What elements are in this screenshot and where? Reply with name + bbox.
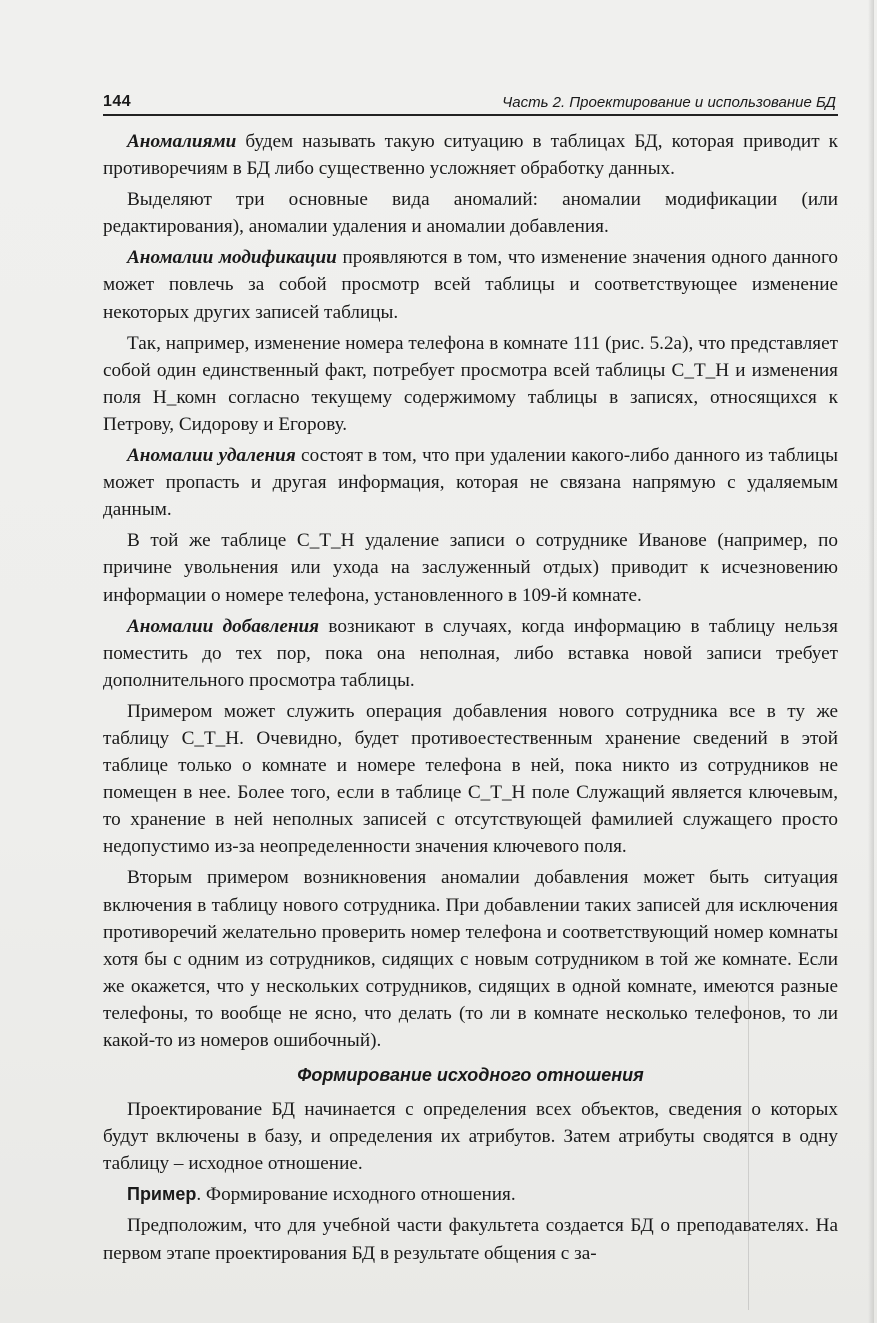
paragraph-insertion-example-1 (103, 698, 838, 861)
scan-artifact-line (748, 990, 749, 1310)
paragraph-insertion-example-2 (103, 864, 838, 1054)
paragraph-anomaly-types (103, 186, 838, 240)
paragraph-text: Примером может служить операция добавления нового сотрудника все в ту же таблицу С_Т_Н. Очевидно, будет противоестественным хранение сведений в этой таблице только о комнате и номере телефона в ней, пока никто из сотрудников не помещен в нее. Более того, если в таблице С_Т_Н поле Служащий является ключевым, то хранение в ней неполных записей с отсутствующей фамилией служащего просто недопустимо из-за неопределенности значения ключевого поля. (103, 700, 838, 858)
body-text (103, 128, 838, 1267)
paragraph-deletion-anomalies (103, 442, 838, 523)
scan-artifact-edge (868, 0, 874, 1323)
term-modification-anomalies: Аномалии модификации (127, 247, 337, 269)
page-number: 144 (103, 93, 132, 110)
term-deletion-anomalies: Аномалии удаления (127, 445, 296, 467)
paragraph-text: возникают в случаях, когда информацию в таблицу нельзя поместить до тех пор, пока она неполная, либо вставка новой записи требует дополнительного просмотра таблицы. (103, 615, 838, 691)
page-header (103, 88, 838, 116)
example-label: Пример (127, 1184, 197, 1205)
term-insertion-anomalies: Аномалии добавления (127, 615, 320, 637)
paragraph-modification-anomalies (103, 244, 838, 325)
term-anomalies: Аномалиями (127, 131, 237, 152)
paragraph-anomalies-definition (103, 128, 838, 182)
paragraph-text: Так, например, изменение номера телефона в комнате 111 (рис. 5.2а), что представляет собой один единственный факт, потребует просмотра всей таблицы С_Т_Н и изменения поля Н_комн согласно текущему содержимому таблицы в записях, относящихся к Петрову, Сидорову и Егорову. (103, 332, 838, 435)
paragraph-insertion-anomalies (103, 613, 838, 694)
paragraph-text: Проектирование БД начинается с определения всех объектов, сведения о которых будут включены в базу, и определения их атрибутов. Затем атрибуты сводятся в одну таблицу – исходное отношение. (103, 1099, 838, 1175)
paragraph-example-body (103, 1212, 838, 1266)
paragraph-text: В той же таблице С_Т_Н удаление записи о сотруднике Иванове (например, по причине увольнения или ухода на заслуженный отдых) приводит к исчезновению информации о номере телефона, установленного в 109-й комнате. (103, 530, 838, 606)
paragraph-text: будем называть такую ситуацию в таблицах БД, которая приводит к противоречиям в БД либо существенно усложняет обработку данных. (103, 131, 838, 180)
paragraph-text: Выделяют три основные вида аномалий: аномалии модификации (или редактирования), аномалии удаления и аномалии добавления. (103, 189, 838, 238)
running-head: Часть 2. Проектирование и использование БД (502, 94, 836, 111)
paragraph-deletion-example (103, 527, 838, 608)
paragraph-text: проявляются в том, что изменение значения одного данного может повлечь за собой просмотр всей таблицы и соответствующее изменение некоторых других записей таблицы. (103, 247, 838, 323)
section-heading: Формирование исходного отношения (297, 1065, 644, 1086)
paragraph-design-start (103, 1096, 838, 1177)
paragraph-text: Предположим, что для учебной части факультета создается БД о преподавателях. На первом этапе проектирования БД в результате общения с за- (103, 1215, 838, 1264)
paragraph-text: . Формирование исходного отношения. (196, 1184, 516, 1206)
paragraph-example-title (103, 1181, 838, 1208)
paragraph-text: состоят в том, что при удалении какого-либо данного из таблицы может пропасть и другая информация, которая не связана напрямую с удаляемым данным. (103, 445, 838, 521)
paragraph-text: Вторым примером возникновения аномалии добавления может быть ситуация включения в таблицу нового сотрудника. При добавлении таких записей для исключения противоречий желательно проверить номер телефона и соответствующий номер комнаты хотя бы с одним из сотрудников, сидящих с новым сотрудником в той же комнате. Если же окажется, что у нескольких сотрудников, сидящих в одной комнате, имеются разные телефоны, то вообще не ясно, что делать (то ли в комнате несколько телефонов, то ли какой-то из номеров ошибочный). (103, 867, 838, 1051)
paragraph-modification-example (103, 330, 838, 438)
